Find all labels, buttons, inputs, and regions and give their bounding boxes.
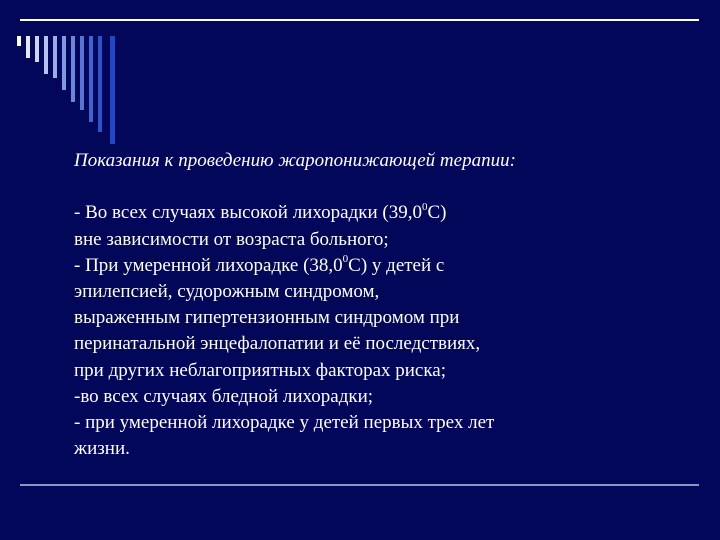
text-line-1-end: С) [427, 202, 447, 224]
slide-heading: Показания к проведению жаропонижающей терапии: [74, 150, 516, 171]
text-line-3-end: С) у детей с [348, 254, 445, 276]
decorative-bar-3 [35, 36, 39, 62]
text-line-8: -во всех случаях бледной лихорадки; [74, 385, 374, 407]
decorative-bar-9 [89, 36, 93, 122]
text-line-1 [74, 200, 674, 226]
decorative-bars [0, 0, 130, 150]
text-line-3 [74, 253, 674, 279]
decorative-bar-8 [80, 36, 84, 110]
blank-line [74, 174, 674, 200]
degree-sup-2: 0 [342, 253, 349, 266]
decorative-bar-11 [110, 36, 115, 144]
text-line-9: - при умеренной лихорадке у детей первых трех лет [74, 412, 495, 434]
text-line-10: жизни. [74, 438, 130, 460]
text-line-6: перинатальной энцефалопатии и её последствиях, [74, 333, 481, 355]
decorative-bar-1 [17, 36, 21, 46]
decorative-bar-4 [44, 36, 48, 74]
bottom-rule [20, 484, 699, 486]
decorative-bar-10 [98, 36, 102, 132]
slide-content [74, 148, 674, 462]
decorative-bar-7 [71, 36, 75, 102]
decorative-bar-2 [26, 36, 30, 58]
degree-sup-1: 0 [421, 201, 428, 214]
text-line-1-main: - Во всех случаях высокой лихорадки (39,0 [74, 202, 422, 224]
decorative-bar-6 [62, 36, 66, 90]
text-line-2: вне зависимости от возраста больного; [74, 228, 389, 250]
text-line-3-main: - При умеренной лихорадке (38,0 [74, 254, 343, 276]
text-line-4: эпилепсией, судорожным синдромом, [74, 281, 380, 302]
decorative-bar-5 [53, 36, 57, 78]
text-line-7: при других неблагоприятных факторах риска; [74, 359, 447, 381]
text-line-5: выраженным гипертензионным синдромом при [74, 307, 460, 329]
